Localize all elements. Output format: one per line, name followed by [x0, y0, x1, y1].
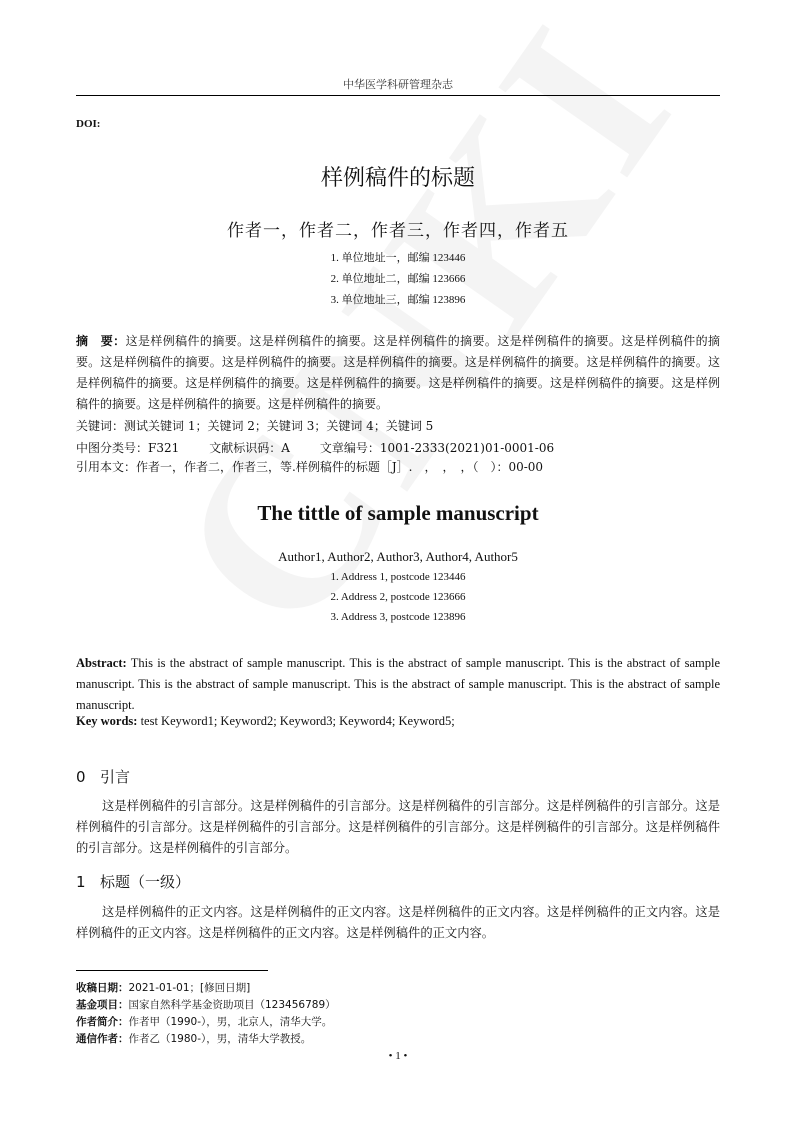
cn-affiliations: [76, 252, 720, 315]
clc-number: 中图分类号：F321: [76, 441, 180, 455]
footnote-text: 2021-01-01；[修回日期]: [128, 982, 251, 994]
en-abstract: [76, 653, 720, 716]
cn-affiliation: 3. 单位地址三，邮编 123896: [330, 294, 466, 306]
classification-line: [76, 439, 584, 456]
footnote-label: 基金项目：: [76, 999, 129, 1011]
en-title: The tittle of sample manuscript: [257, 501, 539, 525]
section-heading: [76, 766, 130, 787]
footnote: [76, 1014, 336, 1031]
cn-affiliation: 2. 单位地址二，邮编 123666: [330, 273, 466, 285]
section-number: 1: [76, 873, 86, 891]
cn-keywords: [76, 417, 433, 434]
citation-text: 作者一，作者二，作者三，等.样例稿件的标题［J］. ， ， ，（ ）：00-00: [136, 460, 544, 474]
en-abstract-text: This is the abstract of sample manuscript. This is the abstract of sample manuscript. This is the abstract of sample manuscript. This is the abstract of sample manuscript. This is the abstract of sample manuscript. This is the abstract of sample manuscript.: [76, 656, 720, 712]
footnotes: [76, 980, 336, 1048]
footnote-text: 作者甲（1990-），男，北京人，清华大学。: [128, 1016, 333, 1028]
section-body: 这是样例稿件的正文内容。这是样例稿件的正文内容。这是样例稿件的正文内容。这是样例稿件的正文内容。这是样例稿件的正文内容。这是样例稿件的正文内容。这是样例稿件的正文内容。: [76, 905, 720, 940]
en-affiliations: [76, 571, 720, 631]
footnote: [76, 980, 336, 997]
article-number: 文章编号：1001-2333(2021)01-0001-06: [319, 441, 555, 455]
footnote-rule: [76, 970, 268, 971]
section-body: 这是样例稿件的引言部分。这是样例稿件的引言部分。这是样例稿件的引言部分。这是样例稿件的引言部分。这是样例稿件的引言部分。这是样例稿件的引言部分。这是样例稿件的引言部分。这是样例稿件的引言部分。这是样例稿件的引言部分。这是样例稿件的引言部分。: [76, 799, 720, 855]
cn-abstract-label: 摘 要：: [76, 334, 126, 348]
footnote-text: 作者乙（1980-），男，清华大学教授。: [128, 1033, 312, 1045]
en-keywords-text: test Keyword1; Keyword2; Keyword3; Keyword4; Keyword5;: [137, 714, 455, 728]
page-number: • 1 •: [388, 1050, 408, 1062]
cn-affiliation: 1. 单位地址一，邮编 123446: [330, 252, 466, 264]
en-keywords: [76, 714, 455, 729]
document-code: 文献标识码：A: [209, 441, 290, 455]
cn-abstract: [76, 331, 720, 415]
cn-abstract-text: 这是样例稿件的摘要。这是样例稿件的摘要。这是样例稿件的摘要。这是样例稿件的摘要。这是样例稿件的摘要。这是样例稿件的摘要。这是样例稿件的摘要。这是样例稿件的摘要。这是样例稿件的摘要。这是样例稿件的摘要。这是样例稿件的摘要。这是样例稿件的摘要。这是样例稿件的摘要。这是样例稿件的摘要。这是样例稿件的摘要。这是样例稿件的摘要。这是样例稿件的摘要。这是样例稿件的摘要。: [76, 334, 720, 411]
footnote-text: 国家自然科学基金资助项目（123456789）: [128, 999, 336, 1011]
en-affiliation: 1. Address 1, postcode 123446: [330, 571, 466, 583]
cn-keywords-label: 关键词：: [76, 419, 125, 433]
en-affiliation: 3. Address 3, postcode 123896: [330, 611, 466, 623]
en-abstract-label: Abstract:: [76, 656, 127, 670]
cn-title: 样例稿件的标题: [320, 166, 475, 191]
section-heading: [76, 871, 190, 892]
footnote: [76, 997, 336, 1014]
en-keywords-label: Key words:: [76, 714, 138, 728]
footnote-label: 作者简介：: [76, 1016, 129, 1028]
cn-authors: 作者一，作者二，作者三，作者四，作者五: [227, 221, 569, 241]
doi-label: DOI:: [76, 118, 101, 130]
journal-header: 中华医学科研管理杂志: [76, 76, 720, 96]
footnote-label: 通信作者：: [76, 1033, 129, 1045]
section-number: 0: [76, 768, 86, 786]
footnote-label: 收稿日期：: [76, 982, 129, 994]
cn-keywords-text: 测试关键词 1；关键词 2；关键词 3；关键词 4；关键词 5: [124, 419, 434, 433]
footnote: [76, 1031, 336, 1048]
en-authors: Author1, Author2, Author3, Author4, Author5: [278, 549, 518, 564]
section-title: 标题（一级）: [100, 873, 191, 891]
citation: [76, 458, 543, 475]
section-title: 引言: [100, 768, 131, 786]
en-affiliation: 2. Address 2, postcode 123666: [330, 591, 466, 603]
citation-label: 引用本文：: [76, 460, 137, 474]
